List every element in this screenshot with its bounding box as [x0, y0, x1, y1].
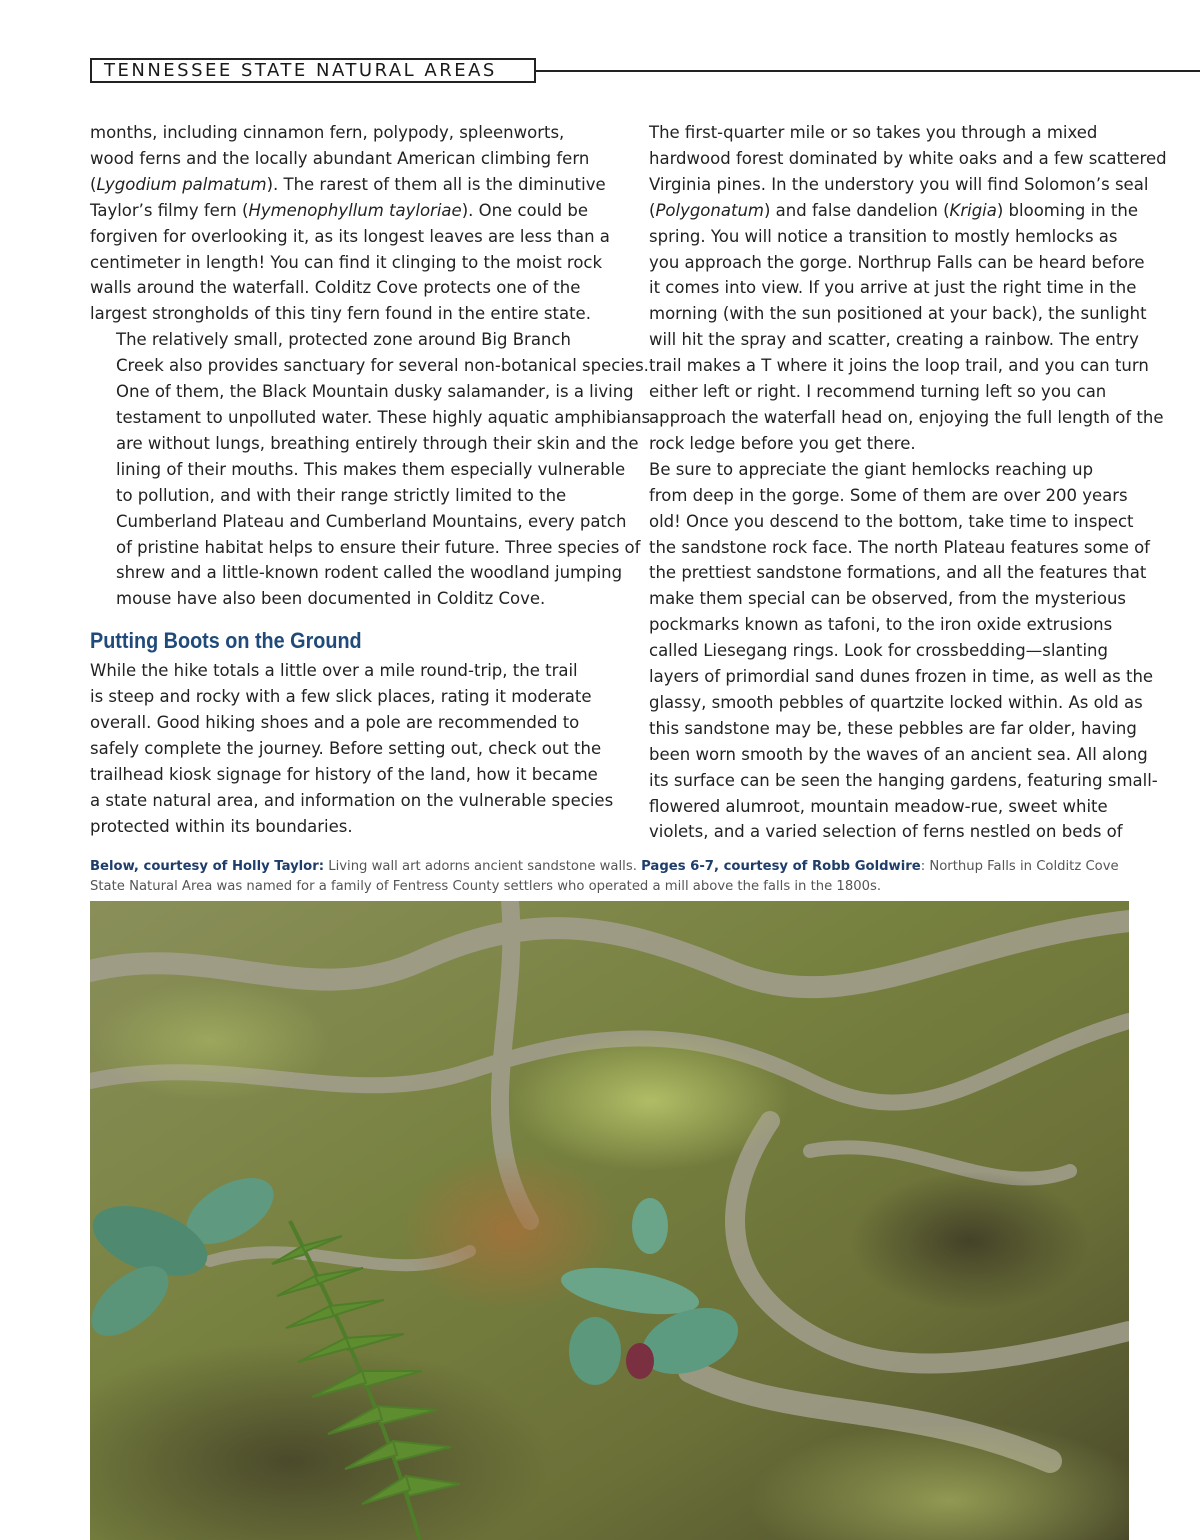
text-line: glassy, smooth pebbles of quartzite locked within. As old as [649, 692, 1143, 712]
text-line: of pristine habitat helps to ensure their future. Three species of [116, 537, 641, 557]
text-line: approach the waterfall head on, enjoying the full length of the [649, 407, 1164, 427]
text-line: either left or right. I recommend turning left so you can [649, 382, 1107, 402]
text-line: Creek also provides sanctuary for several non-botanical species. [116, 356, 649, 376]
text-line: violets, and a varied selection of ferns nestled on beds of [649, 822, 1123, 842]
text-line: lining of their mouths. This makes them especially vulnerable [116, 459, 626, 479]
text-line: a state natural area, and information on the vulnerable species [90, 790, 614, 810]
text-run: ) and false dandelion ( [763, 200, 950, 220]
italic-term: Lygodium palmatum [96, 174, 267, 194]
text-line: been worn smooth by the waves of an ancient sea. All along [649, 744, 1148, 764]
text-line: layers of primordial sand dunes frozen in time, as well as the [649, 667, 1154, 687]
paragraph-trail [623, 120, 1167, 457]
text-line: hardwood forest dominated by white oaks and a few scattered [649, 148, 1167, 168]
text-run: ( [90, 174, 97, 194]
text-line: protected within its boundaries. [90, 816, 353, 836]
text-line: to pollution, and with their range strictly limited to the [116, 485, 567, 505]
text-line: forgiven for overlooking it, as its longest leaves are less than a [90, 226, 610, 246]
section-header: TENNESSEE STATE NATURAL AREAS [90, 58, 536, 83]
text-line: months, including cinnamon fern, polypody, spleenworts, [90, 123, 565, 142]
text-line: pockmarks known as tafoni, to the iron oxide extrusions [649, 615, 1113, 635]
text-run: ( [649, 200, 656, 220]
text-line: walls around the waterfall. Colditz Cove protects one of the [90, 278, 581, 298]
text-line: this sandstone may be, these pebbles are far older, having [649, 718, 1137, 738]
text-line: testament to unpolluted water. These highly aquatic amphibians [116, 407, 651, 427]
caption-text-2: : Northup Falls in Colditz Cove State Natural Area was named for a family of Fentress County settlers who operated a mill above the falls in the 1800s. [90, 859, 1119, 894]
text-run: ). One could be [461, 200, 589, 220]
text-line: is steep and rocky with a few slick places, rating it moderate [90, 687, 592, 707]
text-line: flowered alumroot, mountain meadow-rue, sweet white [649, 796, 1108, 816]
caption-credit-robb-goldwire: Pages 6-7, courtesy of Robb Goldwire [641, 859, 921, 874]
text-line: called Liesegang rings. Look for crossbedding—slanting [649, 641, 1108, 661]
text-line: the prettiest sandstone formations, and all the features that [649, 563, 1147, 583]
text-line: trailhead kiosk signage for history of the land, how it became [90, 764, 598, 784]
text-line: trail makes a T where it joins the loop trail, and you can turn [649, 356, 1149, 376]
text-line: old! Once you descend to the bottom, take time to inspect [649, 511, 1134, 531]
text-line: One of them, the Black Mountain dusky salamander, is a living [116, 382, 634, 402]
text-run: Taylor’s filmy fern ( [90, 200, 249, 220]
text-line: The first-quarter mile or so takes you through a mixed [649, 123, 1098, 142]
text-line: Virginia pines. In the understory you will find Solomon’s seal [649, 174, 1149, 194]
text-line: mouse have also been documented in Colditz Cove. [116, 589, 546, 609]
caption-text-1: Living wall art adorns ancient sandstone walls. [324, 859, 642, 874]
text-run: ). The rarest of them all is the diminutive [266, 174, 606, 194]
text-line: from deep in the gorge. Some of them are over 200 years [649, 485, 1128, 505]
paragraph-sandstone [623, 457, 1158, 846]
text-line [90, 198, 600, 224]
text-line: safely complete the journey. Before setting out, check out the [90, 738, 602, 758]
text-line: largest strongholds of this tiny fern found in the entire state. [90, 304, 591, 324]
text-line: Cumberland Plateau and Cumberland Mountains, every patch [116, 511, 627, 531]
left-column [90, 120, 651, 840]
moss-wall-photo [90, 901, 1129, 1540]
text-line: rock ledge before you get there. [649, 433, 916, 453]
text-line: its surface can be seen the hanging gardens, featuring small- [649, 770, 1158, 790]
text-line: The relatively small, protected zone around Big Branch [116, 330, 571, 350]
paragraph-ferns [90, 120, 610, 327]
text-line: While the hike totals a little over a mile round-trip, the trail [90, 661, 578, 681]
text-line: the sandstone rock face. The north Plateau features some of [649, 537, 1150, 557]
text-line: you approach the gorge. Northrup Falls can be heard before [649, 252, 1145, 272]
text-line: make them special can be observed, from the mysterious [649, 589, 1127, 609]
text-line: centimeter in length! You can find it clinging to the moist rock [90, 252, 603, 272]
text-line: overall. Good hiking shoes and a pole are recommended to [90, 713, 580, 733]
italic-term: Polygonatum [655, 200, 764, 220]
right-column [623, 120, 1167, 845]
text-line: spring. You will notice a transition to mostly hemlocks as [649, 226, 1118, 246]
paragraph-hike [90, 658, 614, 839]
text-line: wood ferns and the locally abundant American climbing fern [90, 148, 590, 168]
text-line: shrew and a little-known rodent called the woodland jumping [116, 563, 623, 583]
dark-hollow [850, 1171, 1090, 1311]
section-heading: Putting Boots on the Ground [90, 628, 362, 654]
italic-term: Hymenophyllum tayloriae [248, 200, 462, 220]
text-line: Be sure to appreciate the giant hemlocks reaching up [649, 459, 1094, 479]
photo-caption [90, 857, 1130, 897]
text-line: are without lungs, breathing entirely through their skin and the [116, 433, 639, 453]
paragraph-salamander [90, 327, 651, 612]
italic-term: Krigia [949, 200, 997, 220]
text-line: will hit the spray and scatter, creating a rainbow. The entry [649, 330, 1139, 350]
text-line [90, 172, 606, 198]
bright-moss-patch [510, 1031, 790, 1171]
header-rule [536, 70, 1200, 72]
caption-credit-holly-taylor: Below, courtesy of Holly Taylor: [90, 859, 325, 874]
text-line: it comes into view. If you arrive at just the right time in the [649, 278, 1137, 298]
text-line: morning (with the sun positioned at your back), the sunlight [649, 304, 1147, 324]
text-line [623, 198, 1139, 224]
text-run: ) blooming in the [996, 200, 1139, 220]
